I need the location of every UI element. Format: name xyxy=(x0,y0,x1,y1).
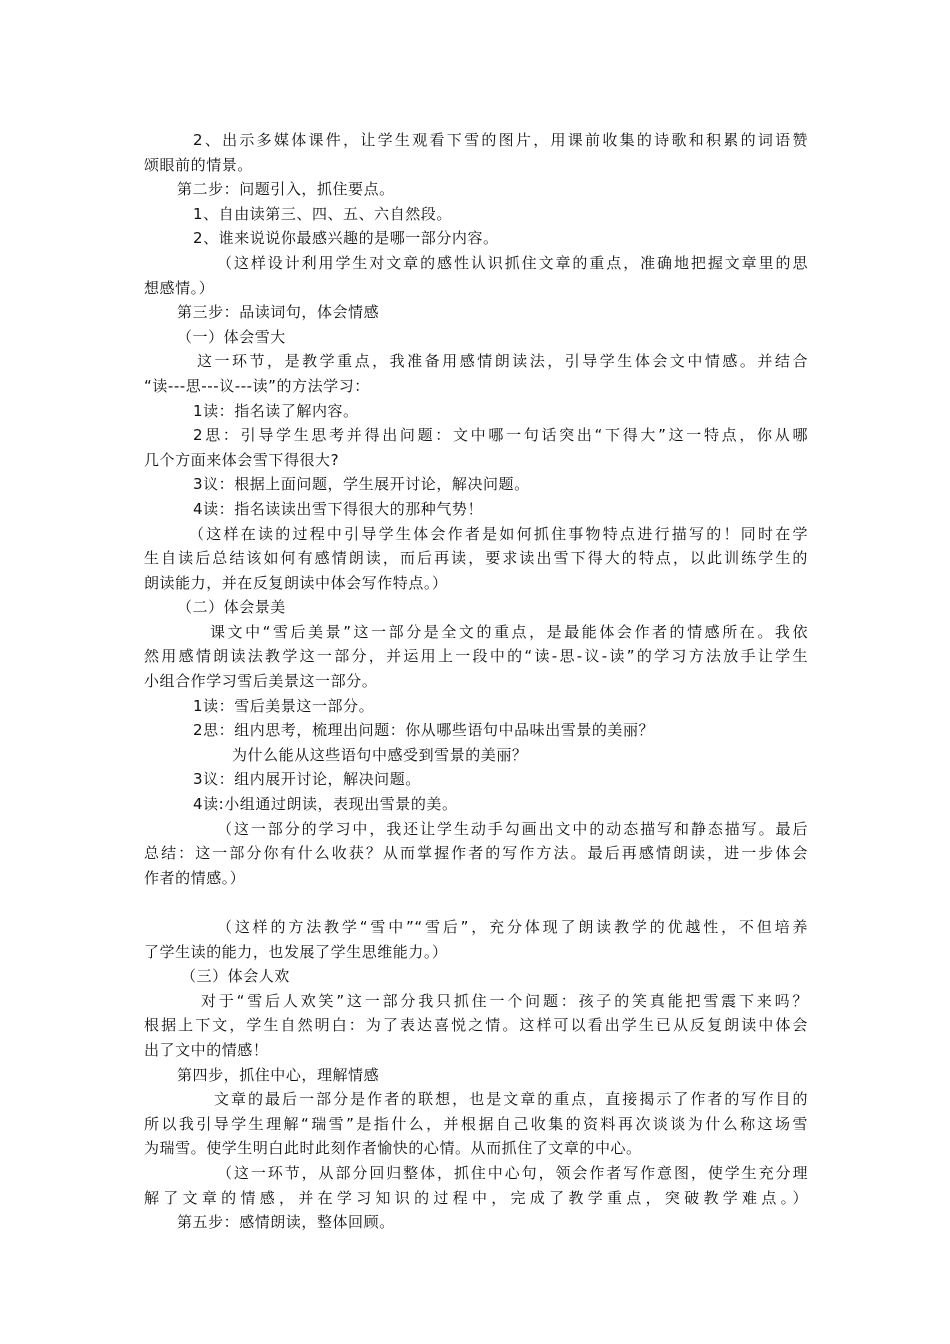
blank-line xyxy=(144,890,808,915)
text-line: 第二步：问题引入，抓住要点。 xyxy=(177,180,395,199)
text-line: 朗读能力，并在反复朗读中体会写作特点。） xyxy=(144,573,448,592)
text-line: 为瑞雪。使学生明白此时此刻作者愉快的心情。从而抓住了文章的中心。 xyxy=(144,1139,642,1158)
text-line: （这样的方法教学“雪中”“雪后”，充分体现了朗读教学的优越性，不但培养 xyxy=(217,918,808,936)
text-line: 1读：雪后美景这一部分。 xyxy=(193,696,375,715)
text-line: （二）体会景美 xyxy=(177,598,286,617)
text-line: 颂眼前的情景。 xyxy=(144,155,253,174)
text-line: 对于“雪后人欢笑”这一部分我只抓住一个问题：孩子的笑真能把雪震下来吗？ xyxy=(201,991,808,1010)
text-line: （这样在读的过程中引导学生体会作者是如何抓住事物特点进行描写的！同时在学 xyxy=(189,524,808,543)
text-line: （一）体会雪大 xyxy=(177,327,286,346)
text-line: 3议：根据上面问题，学生展开讨论，解决问题。 xyxy=(193,475,530,494)
text-line: 几个方面来体会雪下得很大? xyxy=(144,450,340,469)
text-line: 解了文章的情感，并在学习知识的过程中，完成了教学重点，突破教学难点。） xyxy=(144,1188,808,1207)
text-line: 1、自由读第三、四、五、六自然段。 xyxy=(193,204,452,223)
text-line: 出了文中的情感！ xyxy=(144,1040,269,1059)
text-line: （这一环节，从部分回归整体，抓住中心句，领会作者写作意图，使学生充分理 xyxy=(217,1163,808,1182)
text-line: 2思：引导学生思考并得出问题：文中哪一句话突出“下得大”这一特点，你从哪 xyxy=(193,426,808,445)
text-line: “读---思---议---读”的方法学习： xyxy=(144,376,370,395)
text-line: 总结：这一部分你有什么收获？从而掌握作者的写作方法。最后再感情朗读，进一步体会 xyxy=(144,844,808,863)
text-line: 课文中“雪后美景”这一部分是全文的重点，是最能体会作者的情感所在。我依 xyxy=(210,622,808,641)
text-line: 作者的情感。） xyxy=(144,868,246,887)
text-line: 4读:小组通过朗读，表现出雪景的美。 xyxy=(193,795,458,814)
text-line: 3议：组内展开讨论，解决问题。 xyxy=(193,770,421,789)
text-line: 第三步：品读词句，体会情感 xyxy=(177,303,380,322)
text-line: 想感情。） xyxy=(144,278,215,297)
text-line: （三）体会人欢 xyxy=(181,967,290,986)
text-line: 第五步：感情朗读，整体回顾。 xyxy=(177,1213,395,1232)
text-line: 4读：指名读读出雪下得很大的那种气势！ xyxy=(193,499,483,518)
text-line: 生自读后总结该如何有感情朗读，而后再读，要求读出雪下得大的特点，以此训练学生的 xyxy=(144,549,808,568)
text-line: 然用感情朗读法教学这一部分，并运用上一段中的“读-思-议-读”的学习方法放手让学生 xyxy=(144,647,808,666)
text-line: 2、谁来说说你最感兴趣的是哪一部分内容。 xyxy=(193,229,499,248)
text-line: 所以我引导学生理解“瑞雪”是指什么，并根据自己收集的资料再次谈谈为什么称这场雪 xyxy=(144,1114,808,1133)
text-line: 根据上下文，学生自然明白：为了表达喜悦之情。这样可以看出学生已从反复朗读中体会 xyxy=(144,1016,808,1035)
text-line: 第四步，抓住中心，理解情感 xyxy=(177,1065,380,1084)
text-line: 小组合作学习雪后美景这一部分。 xyxy=(144,672,378,691)
text-line: 了学生读的能力，也发展了学生思维能力。） xyxy=(144,942,448,961)
text-line: （这一部分的学习中，我还让学生动手勾画出文中的动态描写和静态描写。最后 xyxy=(217,819,808,838)
text-line: 1读：指名读了解内容。 xyxy=(193,401,359,420)
text-line: 这一环节，是教学重点，我准备用感情朗读法，引导学生体会文中情感。并结合 xyxy=(197,352,808,371)
text-line: 文章的最后一部分是作者的联想，也是文章的重点，直接揭示了作者的写作目的 xyxy=(214,1090,808,1109)
text-line: 为什么能从这些语句中感受到雪景的美丽？ xyxy=(232,745,528,764)
text-line: （这样设计利用学生对文章的感性认识抓住文章的重点，准确地把握文章里的思 xyxy=(217,253,808,272)
lesson-plan-text xyxy=(144,128,808,1235)
text-line: 2、出示多媒体课件，让学生观看下雪的图片，用课前收集的诗歌和积累的词语赞 xyxy=(193,131,808,149)
text-line: 2思：组内思考，梳理出问题：你从哪些语句中品味出雪景的美丽？ xyxy=(193,721,655,740)
